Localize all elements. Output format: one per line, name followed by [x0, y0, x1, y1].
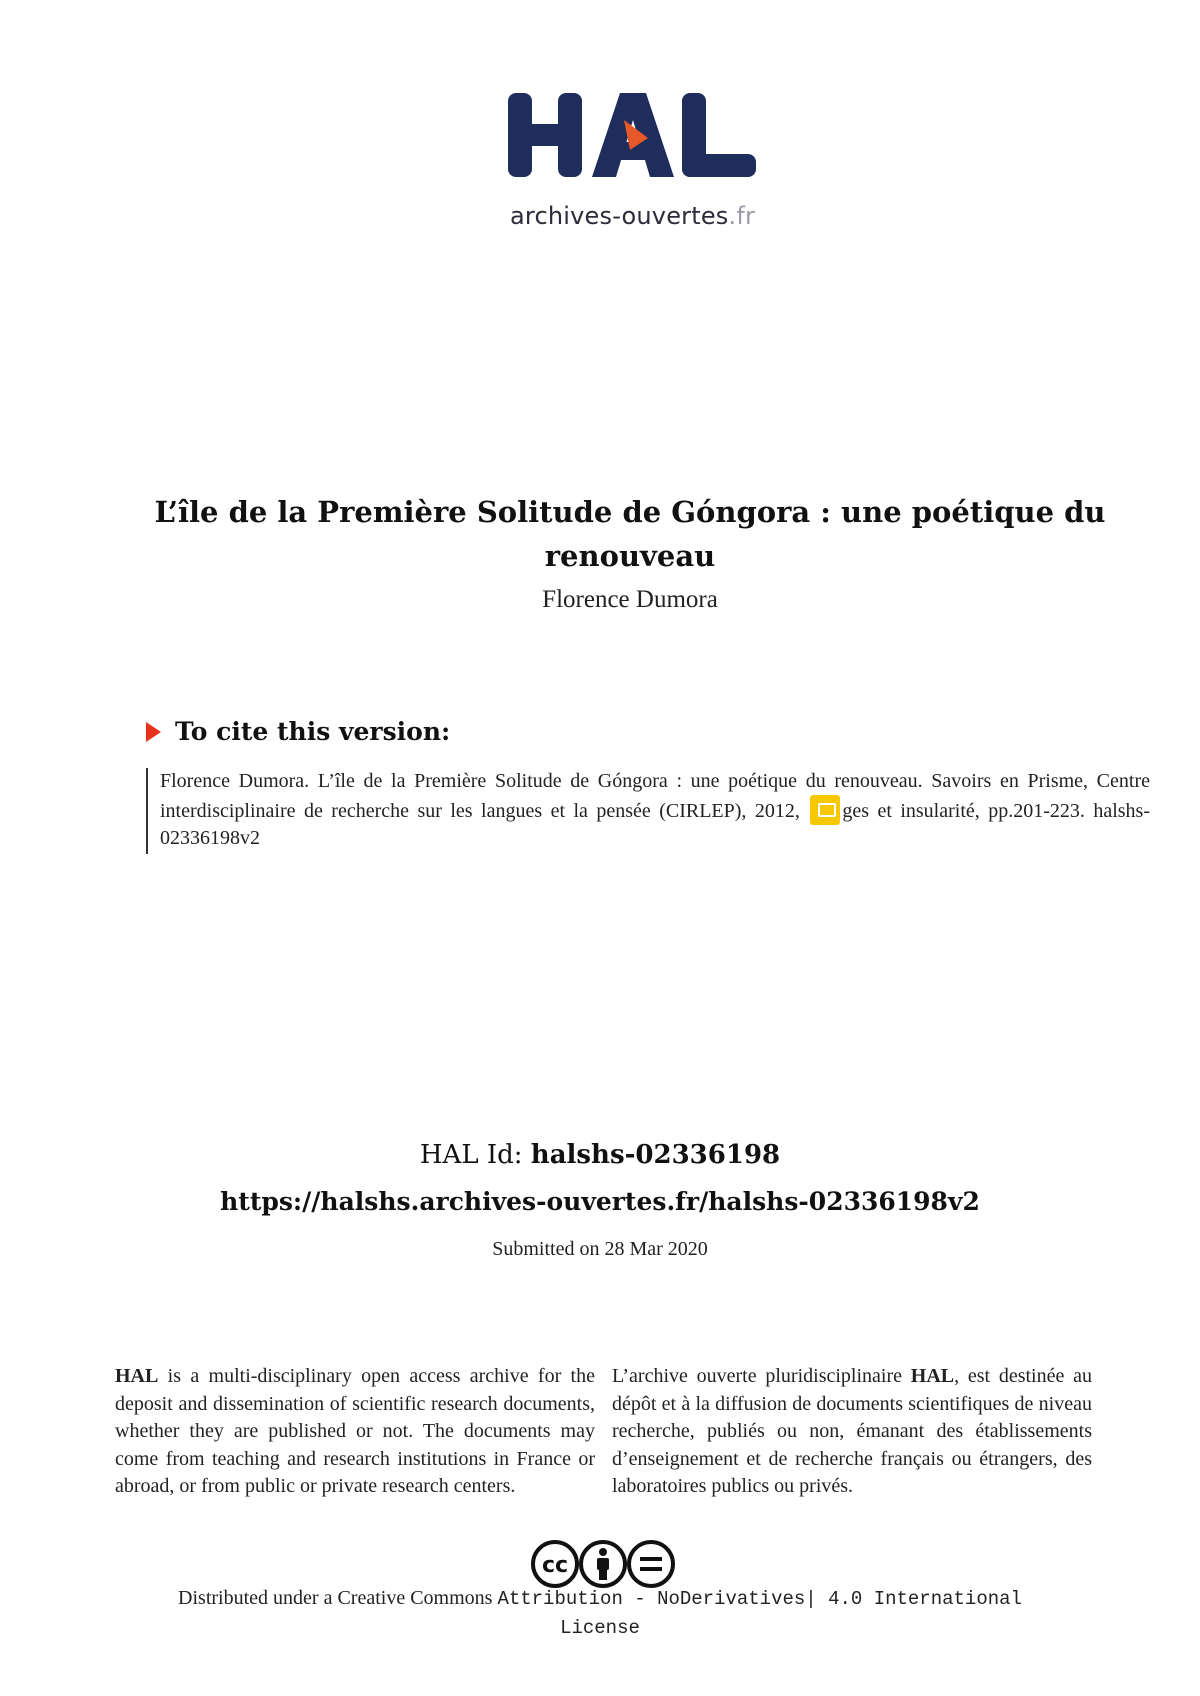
triangle-bullet-icon: [146, 722, 161, 742]
citation-block: [146, 768, 1150, 854]
citation-identifier: halshs-02336198v2: [160, 800, 1150, 849]
citation-text-end: insularité, pp.201-223.: [891, 800, 1094, 822]
hal-url-link[interactable]: https://halshs.archives-ouvertes.fr/halshs-02336198v2: [220, 1187, 980, 1216]
hal-logo-subtitle: archives-ouvertes.fr: [510, 202, 756, 230]
creative-commons-badge[interactable]: [530, 1538, 676, 1590]
comment-note-icon[interactable]: [810, 795, 840, 825]
document-title: L’île de la Première Solitude de Góngora : une poétique du renouveau: [154, 495, 1106, 573]
cite-heading-label: To cite this version:: [175, 717, 451, 746]
document-author: Florence Dumora: [542, 586, 718, 613]
cite-heading: [146, 717, 450, 746]
hal-id-value: halshs-02336198: [530, 1140, 781, 1170]
cc-icon: [533, 1542, 577, 1586]
attribution-icon: [581, 1542, 625, 1586]
abstract-english: HAL is a multi-disciplinary open access archive for the deposit and dissemination of scientific research documents, whether they are published or not. The documents may come from teaching and research institutions in France or abroad, or from public or private research centers.: [115, 1365, 595, 1497]
abstract-french: L’archive ouverte pluridisciplinaire HAL, est destinée au dépôt et à la diffusion de documents scientifiques de niveau recherche, publiés ou non, émanant des établissements d’enseignement et de recherche français ou étrangers, des laboratoires publics ou privés.: [612, 1365, 1092, 1497]
citation-text: Florence Dumora. L’île de la Première Solitude de Góngora : une poétique du renouveau. Savoirs en Prisme, Centre interdisciplinaire de recherche sur les langues et la pensée (CIRLEP), 2012,: [160, 770, 1150, 822]
citation-text-fragment: ges et: [842, 800, 892, 822]
svg-text:cc: cc: [541, 1553, 569, 1578]
license-text: Distributed under a Creative Commons Attribution - NoDerivatives| 4.0 International License: [178, 1587, 1022, 1639]
noderivatives-icon: [629, 1542, 673, 1586]
hal-id: HAL Id: halshs-02336198: [419, 1140, 781, 1170]
submitted-date: Submitted on 28 Mar 2020: [492, 1238, 708, 1260]
